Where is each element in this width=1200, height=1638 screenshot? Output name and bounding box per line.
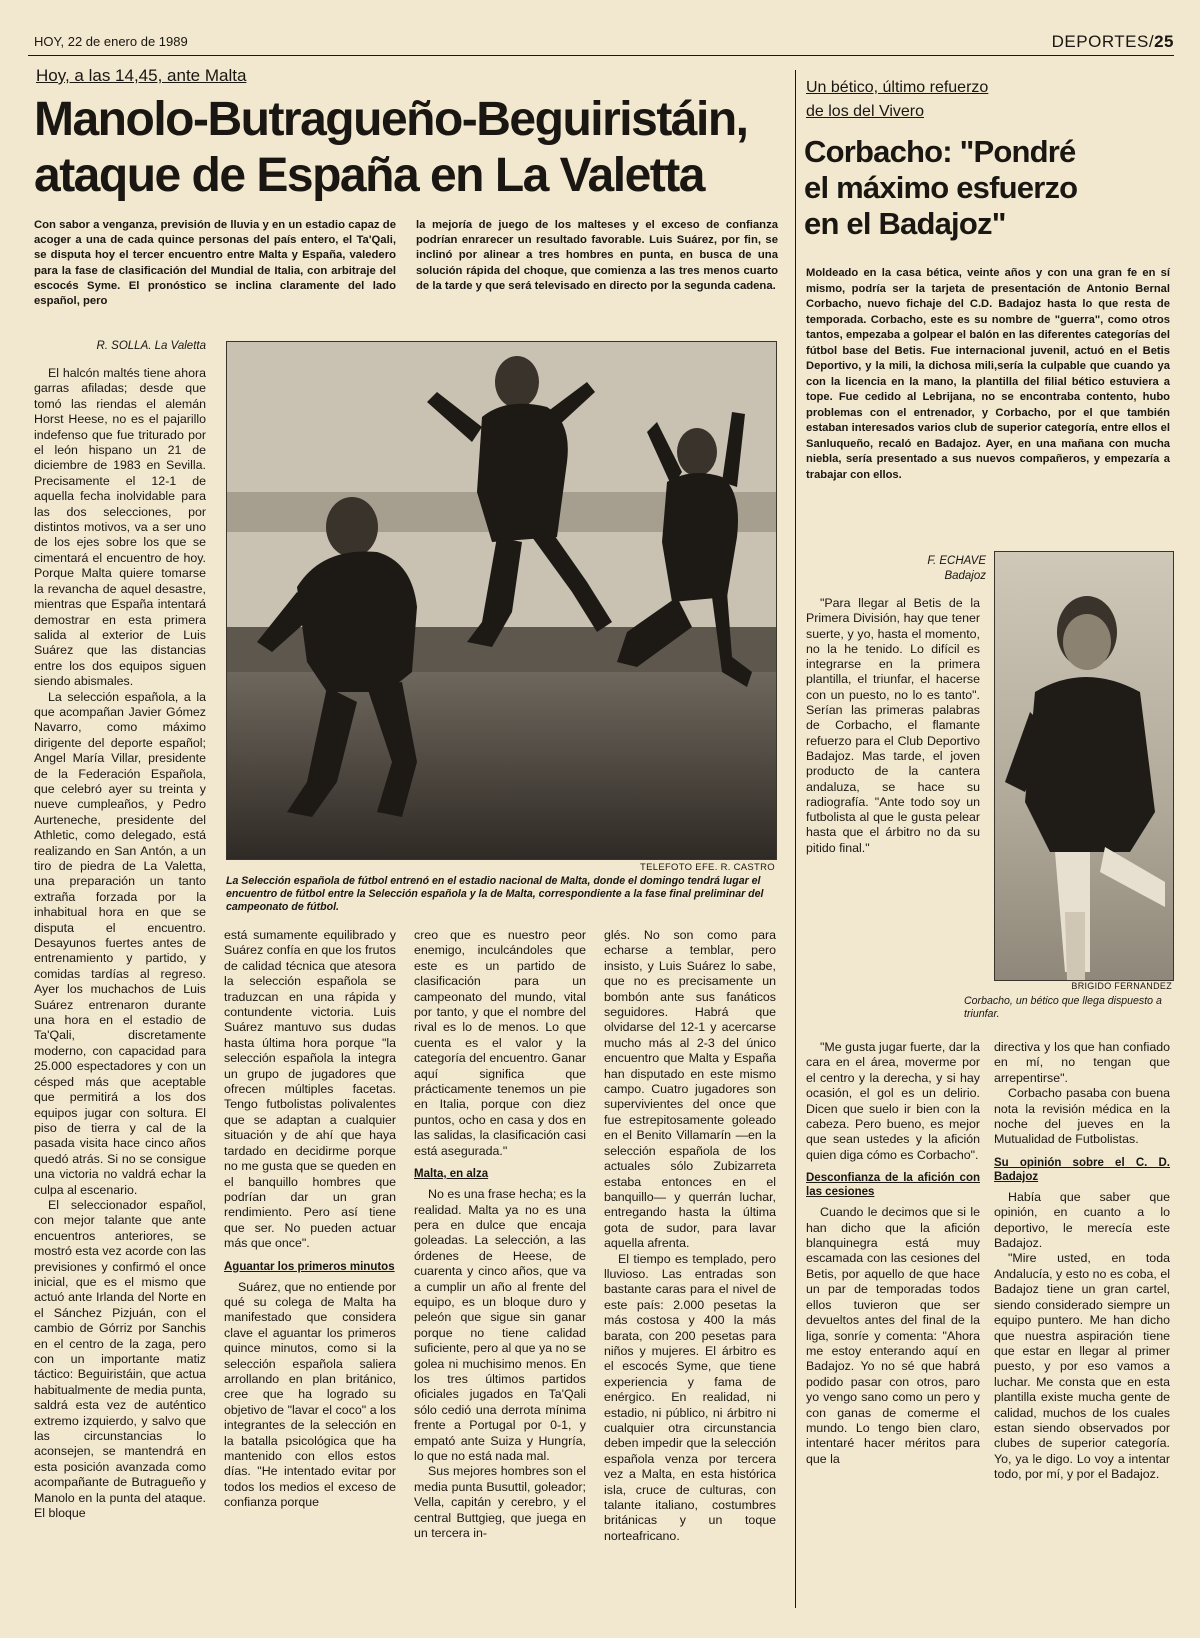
main-col-1 xyxy=(34,366,206,1616)
side-headline-line-2: el máximo esfuerzo xyxy=(804,170,1078,205)
page-number: 25 xyxy=(1154,32,1174,51)
players-training-image xyxy=(227,342,776,859)
side-col-a-para-1: "Me gusta jugar fuerte, dar la cara en el área, moverme por el centro y la derecha, y si hay ocasión, el gol es un delirio. Dicen que suelo ir bien con la cabeza. Pero bueno, es mejor que sean ustedes y la afición quien diga cómo es Corbacho". xyxy=(806,1040,980,1162)
main-col-2-para-1: está sumamente equilibrado y Suárez confía en que los frutos de calidad técnica que atesora la selección española se traduzcan en una rápida y contundente victoria. Luis Suárez mantuvo sus dudas hasta última hora porque "la selección española la integra un grupo de jugadores que ofrecen múltiples facetas. Tengo futbolistas polivalentes que se adaptan a cualquier situación y de ahí que haya tardado en decidirme porque no me gusta que se queden en el banquillo hombres que podrían dar un gran rendimiento. Pero así tiene que ser. No pueden actuar más que once". xyxy=(224,928,396,1251)
side-col-b-subhead: Su opinión sobre el C. D. Badajoz xyxy=(994,1156,1170,1183)
side-photo-credit: BRIGIDO FERNANDEZ xyxy=(1071,981,1172,991)
main-photo-caption: La Selección española de fútbol entrenó en el estadio nacional de Malta, donde el domingo tendrá lugar el encuentro de fútbol entre la Selección española y la de Malta, correspondiente a la fase final preliminar del campeonato de fútbol. xyxy=(226,875,764,913)
main-col-1-para-1: El halcón maltés tiene ahora garras afiladas; desde que tomó las riendas el alemán Horst Heese, no es el pajarillo indefenso que fue triturado por el león hispano un 21 de diciembre de 1983 en Sevilla. Precisamente el 12-1 de aquella fecha inolvidable para las dos selecciones, por distintos motivos, va a ser uno de los ejes sobre los que se cimentará el encuentro de hoy. Porque Malta quiere tomarse la revancha de aquel desastre, mientras que España intentará demostrar en esta primera salida al exterior de Luis Suárez que las distancias entre los dos equipos siguen siendo abismales. xyxy=(34,366,206,689)
main-col-1-para-2: La selección española, a la que acompañan Javier Gómez Navarro, como máximo dirigente del deporte español; Angel María Villar, presidente de la Federación Española, que celebró ayer su treinta y nueve cumpleaños, y Pedro Aurteneche, presidente del Athletic, como delegado, está realizando en San Antón, a un tiro de piedra de La Valetta, una preparación un tanto extraña forzada por la inhabitual hora en que se disputa el encuentro. Desayunos fuertes antes de entrenamiento y partido, y comidas tardías al regreso. Ayer los muchachos de Luis Suárez entrenaron durante una hora en el estadio de Ta'Qali, discretamente moderno, con capacidad para 25.000 espectadores y con un césped más que aceptable que permitirá a los dos equipos jugar con soltura. El piso de tierra y cal de la pasada visita hace cinco años quedó atrás. Si no se consigue una victoria no valdrá echar la culpa al escenario. xyxy=(34,689,206,1197)
side-col-b-para-1: directiva y los que han confiado en mí, no tengan que arrepentirse". xyxy=(994,1040,1170,1085)
side-narrow-para: "Para llegar al Betis de la Primera División, hay que tener suerte, y yo, hasta el momento, no la he tenido. Lo difícil es integrarse en la primera plantilla, el triunfar, el hacerse con un puesto, no lo es tanto". Serían las primeras palabras de Corbacho, el flamante refuerzo para el Club Deportivo Badajoz. Mas tarde, el joven producto de la cantera andaluza, se hace su radiografía. "Ante todo soy un futbolista al que le gusta pelear hasta que el árbitro no da su pitido final." xyxy=(806,596,980,855)
main-lede-right: la mejoría de juego de los malteses y el exceso de confianza podrían enrarecer un resultado favorable. Luis Suárez, por fin, se inclinó por alinear a tres hombres en punta, en busca de una solución rápida del choque, que comienza a las tres menos cuarto de la tarde y que será televisado en directo por la segunda cadena. xyxy=(416,219,778,292)
main-headline-line-1: Manolo-Butragueño-Beguiristáin, xyxy=(34,93,748,146)
main-headline xyxy=(34,92,754,204)
side-headline xyxy=(804,134,1174,242)
header-section xyxy=(1052,32,1174,52)
main-col-3-para-2: No es una frase hecha; es la realidad. Malta ya no es una pera en dulce que encaja goleadas. La selección, a las órdenes de Heese, de cuarenta y cinco años, que va a cumplir un año al frente del equipo, es un bloque duro y peleón que sigue sin ganar porque no tiene calidad suficiente, pero al que ya no se golea ni muchisimo menos. En los tres últimos partidos oficiales jugados en Ta'Qali sólo cedió una derrota mínima frente a Portugal por 0-1, y empató ante Suiza y Hungría, lo que no está nada mal. xyxy=(414,1187,586,1463)
main-byline: R. SOLLA. La Valetta xyxy=(96,340,206,352)
side-col-a-subhead: Desconfianza de la afición con las cesiones xyxy=(806,1172,980,1199)
side-headline-line-3: en el Badajoz" xyxy=(804,206,1006,241)
side-kicker xyxy=(806,76,1166,124)
main-col-3-subhead: Malta, en alza xyxy=(414,1168,489,1181)
header-rule xyxy=(28,55,1174,56)
side-col-b-para-4: "Mire usted, en toda Andalucía, y esto no es coba, el Badajoz tiene un gran cartel, siendo considerado siempre un equipo puntero. Me han dicho que nuestra aspiración tiene que estar en llegar al primer puesto, y por eso vamos a luchar. Me consta que en esta plantilla existe mucha gente de calidad, muchos de los cuales estan siendo observados por clubes de superior categoría. Yo, ya le digo. Lo voy a intentar todo, por mí, y por el Badajoz. xyxy=(994,1251,1170,1482)
side-headline-line-1: Corbacho: "Pondré xyxy=(804,134,1076,169)
side-kicker-line-1: Un bético, último refuerzo xyxy=(806,79,989,96)
main-col-4 xyxy=(604,928,776,1618)
main-col-3-para-1: creo que es nuestro peor enemigo, inculcándoles que este es un partido de clasificación para un campeonato del mundo, vital por tanto, y que el nombre del rival es lo de menos. Lo que cuenta es el valor y la categoría del encuentro. Ganar aquí significa que prácticamente tenemos un pie en Italia, porque con diez puntos, ocho en casa y dos en las salidas, la clasificación casi está asegurada." xyxy=(414,928,586,1158)
corbacho-portrait-image xyxy=(995,552,1173,980)
side-lede: Moldeado en la casa bética, veinte años y con una gran fe en sí mismo, podría ser la tarjeta de presentación de Antonio Bernal Corbacho, nuevo fichaje del C.D. Badajoz hasta lo que resta de temporada. Corbacho, este es su nombre de "guerra", como otros tantos, empezaba a golpear el balón en las diferentes categorías del fútbol base del Betis. Fue internacional juvenil, actuó en el Betis Deportivo, y la mili, la dichosa mili,sería la culpable que cuando ya con la licencia en la mano, la plantilla del filial bético estuviera a tope. Fue cedido al Lebrijana, no se encontraba contento, hubo problemas con el entrenador, y Corbacho, por el que también estaban interesados varios club de superior categoría, entre ellos el Sanluqueño, recaló en Badajoz. Ayer, en una mañana con mucha niebla, sería presentado a sus nuevos compañeros, y empezaría a trabajar con ellos. xyxy=(806,267,1170,481)
main-col-2 xyxy=(224,928,396,1618)
main-col-2-para-2: Suárez, que no entiende por qué su colega de Malta ha manifestado que considera clave el aguantar los primeros quince minutos, como si la selección española saliera arrollando en plan británico, cree que ha logrado su objetivo de "lavar el coco" a los integrantes de la selección en la batalla psicológica que ha mantenido con ellos estos días. "He intentado evitar por todos los medios el exceso de confianza porque xyxy=(224,1279,396,1510)
main-lede-left: Con sabor a venganza, previsión de lluvia y en un estadio capaz de acoger a una de cada quince personas del país entero, el Ta'Qali, se disputa hoy el tercer encuentro entre Malta y España, valedero para la fase de clasificación del Mundial de Italia, con arbitraje del escocés Syme. El pronóstico se inclina claramente del lado español, pero xyxy=(34,219,396,308)
side-photo-caption: Corbacho, un bético que llega dispuesto a triunfar. xyxy=(964,995,1162,1020)
side-col-a xyxy=(806,1040,980,1620)
side-narrow-col xyxy=(806,596,980,1036)
main-col-3-para-3: Sus mejores hombres son el media punta Busuttil, goleador; Vella, capitán y cerebro, y el central Buttgieg, que juega en un tercera in- xyxy=(414,1464,586,1541)
side-col-b-para-2: Corbacho pasaba con buena nota la revisión médica en la noche del jueves en la Mutualidad de Futbolistas. xyxy=(994,1086,1170,1147)
side-photo xyxy=(994,551,1174,981)
main-col-2-subhead: Aguantar los primeros minutos xyxy=(224,1260,395,1273)
main-photo xyxy=(226,341,777,860)
main-col-3 xyxy=(414,928,586,1618)
side-col-b xyxy=(994,1040,1170,1620)
section-name: DEPORTES/ xyxy=(1051,32,1155,51)
side-byline xyxy=(806,554,986,584)
header-date: HOY, 22 de enero de 1989 xyxy=(34,34,188,49)
main-photo-credit: TELEFOTO EFE. R. CASTRO xyxy=(640,862,775,873)
main-col-4-para-1: glés. No son como para echarse a temblar, pero insisto, y Luis Suárez lo sabe, que no es precisamente un bombón ante sus fanáticos seguidores. Habrá que olvidarse del 12-1 y acercarse mucho más al 2-3 del único encuentro que Malta y España han disputado en este mismo campo. Cuatro jugadores son supervivientes del once que fue estrepitosamente goleado en el Benito Villamarín —en la selección española de los actuales sólo Zubizarreta estaba entonces en el banquillo— y querrán luchar, entregando hasta la última gota de sudor, para lavar aquella afrenta. xyxy=(604,928,776,1251)
side-col-b-para-3: Había que saber que opinión, en cuanto a lo deportivo, le merecía este Badajoz. xyxy=(994,1189,1170,1251)
main-headline-line-2: ataque de España en La Valetta xyxy=(34,149,704,202)
side-col-a-para-2: Cuando le decimos que si le han dicho que la afición blanquinegra está muy escamada con las cesiones del Betis, por aquello de que hace un par de temporadas todos ellos tuvieron que ser devueltos antes del final de la liga, sonríe y comenta: "Ahora me estoy enterando aquí en Badajoz. Yo no sé que habrá podido pasar con otros, paro yo vengo sano como un pero y con ganas de comerme el mundo. Lo tengo bien claro, intentaré hacer méritos para que la xyxy=(806,1205,980,1466)
main-kicker: Hoy, a las 14,45, ante Malta xyxy=(36,66,247,85)
side-byline-name: F. ECHAVE xyxy=(927,555,986,567)
main-col-1-para-3: El seleccionador español, con mejor talante que ante encuentros anteriores, se mostró esta vez acorde con las previsiones y confirmó el once inicial, que es el mismo que actuó ante Irlanda del Norte en el Sánchez Pizjuán, con el cambio de Górriz por Sanchis en el centro de la zaga, pero con un importante matiz táctico: Beguiristáin, que actua habitualmente de media punta, saldrá esta vez de auténtico extremo izquierdo, y salvo que las circunstancias lo aconsejen, se mantendrá en esta posición avanzada como acompañante de Butragueño y Manolo en la punta del ataque. El bloque xyxy=(34,1197,206,1521)
side-byline-place: Badajoz xyxy=(944,570,986,582)
main-col-4-para-2: El tiempo es templado, pero lluvioso. Las entradas son bastante caras para el nivel de este país: 2.000 pesetas la más costosa y 400 la más barata, con 200 pesetas para niños y mujeres. El árbitro es el escocés Syme, que tiene experiencia y fama de enérgico. En realidad, ni estadio, ni público, ni árbitro ni cualquier otra circunstancia deben impedir que la selección española venza por tercera vez a Malta, en esta histórica isla, cruce de culturas, con talante italiano, costumbres británicas y un toque norteafricano. xyxy=(604,1251,776,1543)
side-kicker-line-2: de los del Vivero xyxy=(806,103,924,120)
